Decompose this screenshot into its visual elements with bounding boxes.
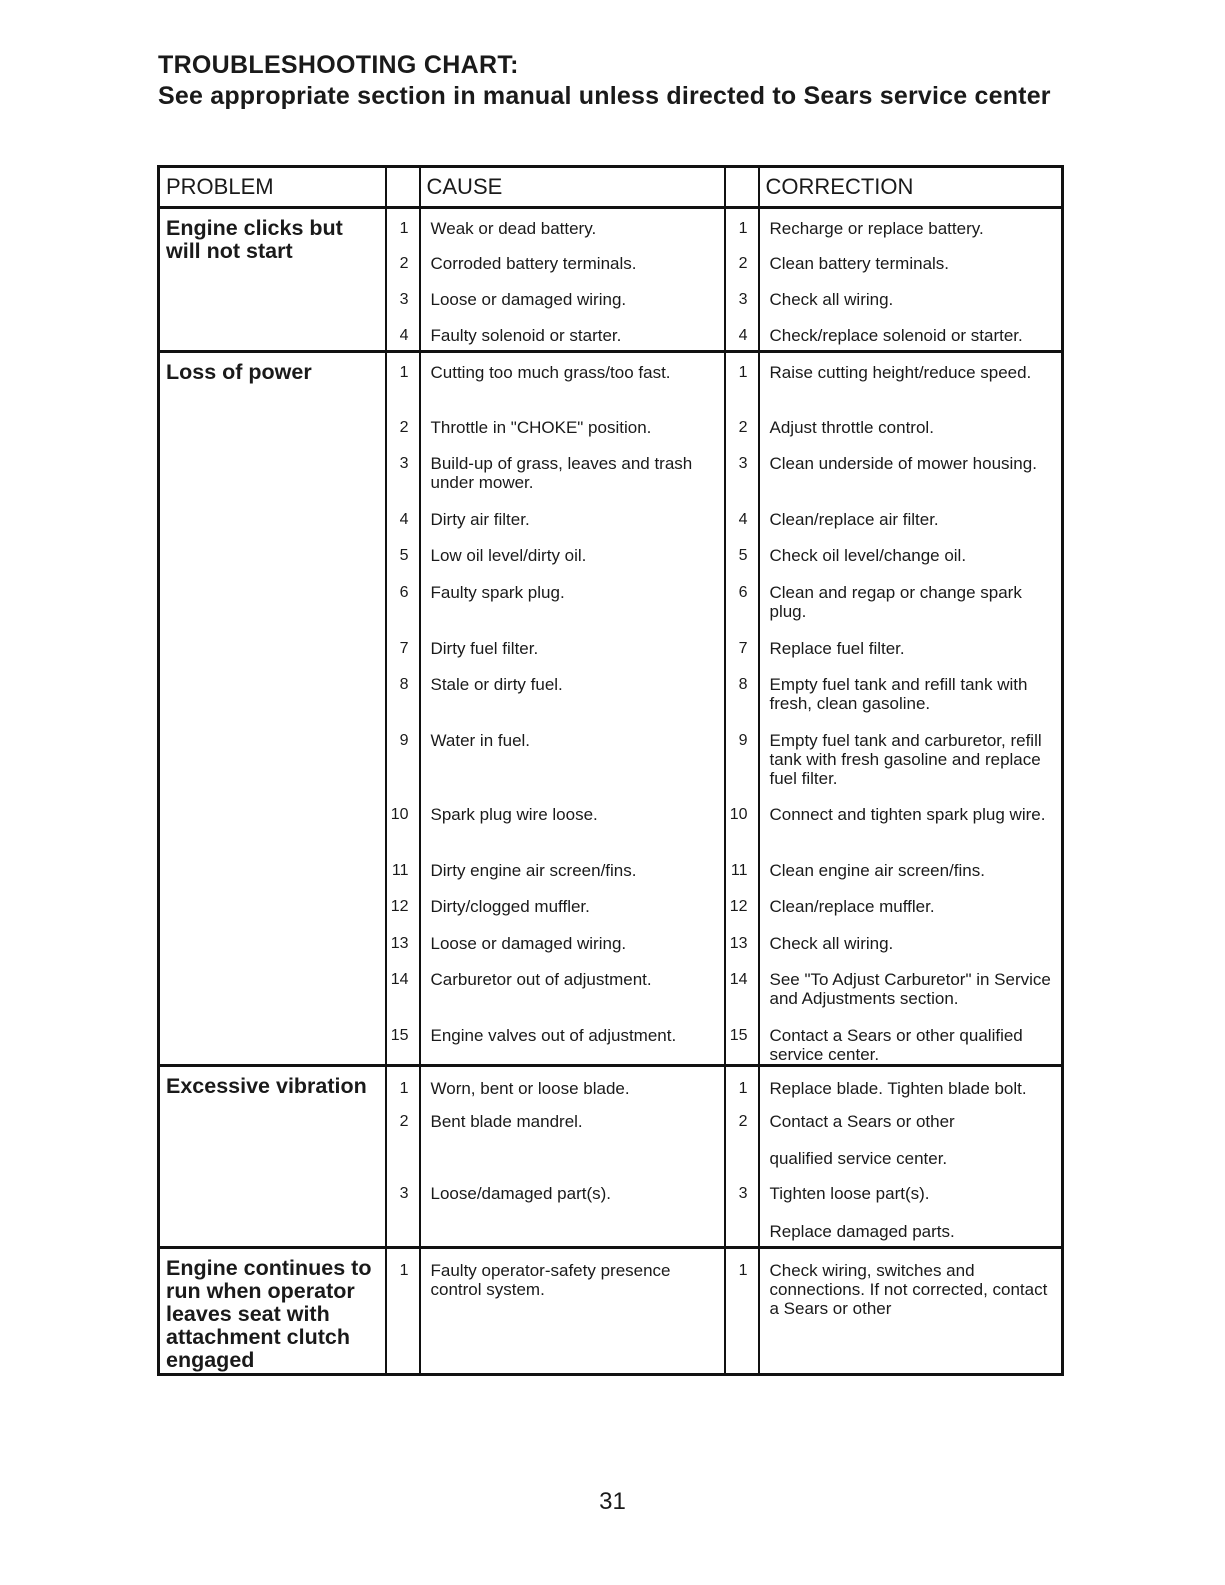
chart-subtitle: See appropriate section in manual unless directed to Sears service center: [158, 82, 1051, 110]
problem-cell: Excessive vibration: [159, 1065, 386, 1247]
correction-number-cell: [725, 316, 759, 352]
troubleshooting-table: [157, 165, 1064, 1376]
chart-heading: [158, 50, 1051, 112]
table-body: [159, 208, 1063, 1375]
cause-number-cell: [386, 1247, 420, 1374]
table-row: [159, 208, 1063, 244]
cause-text: Faulty solenoid or starter.: [430, 325, 622, 345]
cause-number: [387, 1212, 419, 1222]
cause-text-cell: [420, 1247, 725, 1374]
cause-text-cell: [420, 1016, 725, 1066]
correction-text-cell: [759, 1247, 1063, 1374]
cause-number-cell: [386, 352, 420, 408]
correction-text: Clean underside of mower housing.: [769, 453, 1037, 473]
correction-number-cell: [725, 960, 759, 1016]
cause-text-cell: [420, 573, 725, 629]
correction-text-cell: [759, 1016, 1063, 1066]
cause-text: Dirty/clogged muffler.: [430, 896, 590, 916]
cause-number-cell: [386, 444, 420, 500]
cause-text-cell: [420, 444, 725, 500]
correction-number: 1: [738, 1261, 748, 1279]
cause-text-cell: [420, 1174, 725, 1212]
correction-text: Check/replace solenoid or starter.: [769, 325, 1023, 345]
cause-text: Worn, bent or loose blade.: [430, 1078, 630, 1098]
cause-number: 10: [390, 805, 409, 823]
correction-text-cell: [759, 500, 1063, 536]
cause-number: 2: [399, 254, 409, 272]
correction-number: 14: [729, 970, 748, 988]
correction-number: 1: [738, 364, 748, 381]
correction-number-cell: [725, 665, 759, 721]
cause-text-cell: [420, 887, 725, 924]
problem-cell: Loss of power: [159, 352, 386, 1066]
header-problem: PROBLEM: [159, 167, 386, 208]
correction-text-cell: [759, 352, 1063, 408]
cause-number: 9: [399, 731, 409, 749]
correction-text-cell: [759, 316, 1063, 352]
correction-text: Replace blade. Tighten blade bolt.: [769, 1078, 1027, 1098]
correction-number-cell: [725, 536, 759, 573]
correction-text-cell: [759, 887, 1063, 924]
correction-text-cell: [759, 244, 1063, 280]
correction-text: Check all wiring.: [769, 933, 894, 953]
correction-number: [726, 1139, 758, 1149]
cause-number-cell: [386, 573, 420, 629]
cause-text-cell: [420, 536, 725, 573]
correction-text: Connect and tighten spark plug wire.: [769, 804, 1046, 824]
correction-text-cell: [759, 208, 1063, 244]
correction-number: 4: [738, 510, 748, 528]
cause-text: Spark plug wire loose.: [430, 804, 598, 824]
cause-number-cell: [386, 795, 420, 851]
correction-number-cell: [725, 1174, 759, 1212]
cause-number: 4: [399, 510, 409, 528]
correction-text: Contact a Sears or other qualified service center.: [769, 1025, 1023, 1064]
cause-text-cell: [420, 244, 725, 280]
cause-text-cell: [420, 352, 725, 408]
cause-text-cell: [420, 851, 725, 887]
correction-number: 1: [738, 220, 748, 237]
correction-number-cell: [725, 1212, 759, 1247]
cause-text: Loose or damaged wiring.: [430, 933, 627, 953]
table-row: [159, 1247, 1063, 1374]
cause-text: [421, 1139, 724, 1149]
correction-number: 1: [738, 1079, 748, 1097]
cause-text: Cutting too much grass/too fast.: [430, 363, 671, 382]
correction-text-cell: [759, 1065, 1063, 1102]
cause-number: 4: [399, 326, 409, 344]
cause-number-cell: [386, 1102, 420, 1139]
cause-number-cell: [386, 665, 420, 721]
header-cause: CAUSE: [420, 167, 725, 208]
correction-text-cell: [759, 851, 1063, 887]
cause-number-cell: [386, 1016, 420, 1066]
correction-text: See "To Adjust Carburetor" in Service and Adjustments section.: [769, 969, 1051, 1008]
correction-text-cell: [759, 280, 1063, 316]
correction-text: Adjust throttle control.: [769, 417, 934, 437]
correction-text: Clean/replace air filter.: [769, 509, 939, 529]
correction-number: 4: [738, 326, 748, 344]
correction-text: Check oil level/change oil.: [769, 545, 967, 565]
cause-number-cell: [386, 536, 420, 573]
correction-text-cell: [759, 536, 1063, 573]
cause-number-cell: [386, 316, 420, 352]
cause-number-cell: [386, 408, 420, 444]
correction-number-cell: [725, 1247, 759, 1374]
table-row: [159, 352, 1063, 408]
cause-number: 8: [399, 675, 409, 693]
cause-number: 6: [399, 583, 409, 601]
cause-number: 2: [399, 418, 409, 436]
cause-text-cell: [420, 408, 725, 444]
cause-text: Carburetor out of adjustment.: [430, 969, 652, 989]
cause-text: Build-up of grass, leaves and trash under mower.: [430, 453, 693, 492]
cause-number-cell: [386, 208, 420, 244]
cause-text: Faulty operator-safety presence control system.: [430, 1260, 671, 1299]
correction-text: Recharge or replace battery.: [769, 219, 984, 238]
correction-number-cell: [725, 629, 759, 665]
problem-cell: Engine continues to run when operator leaves seat with attachment clutch engaged: [159, 1247, 386, 1374]
header-correction: CORRECTION: [759, 167, 1063, 208]
correction-number-cell: [725, 444, 759, 500]
cause-text: Low oil level/dirty oil.: [430, 545, 587, 565]
cause-number: 7: [399, 639, 409, 657]
correction-number: [726, 1212, 758, 1222]
cause-number-cell: [386, 629, 420, 665]
cause-text: [421, 1212, 724, 1222]
correction-number-cell: [725, 1139, 759, 1174]
correction-number-cell: [725, 887, 759, 924]
correction-text: Empty fuel tank and carburetor, refill tank with fresh gasoline and replace fuel filter.: [769, 730, 1042, 788]
correction-text-cell: [759, 1174, 1063, 1212]
correction-text-cell: [759, 444, 1063, 500]
cause-text-cell: [420, 795, 725, 851]
cause-text-cell: [420, 208, 725, 244]
cause-number: 2: [399, 1113, 409, 1130]
correction-text-cell: [759, 573, 1063, 629]
correction-text: Contact a Sears or other: [769, 1112, 955, 1131]
cause-text-cell: [420, 316, 725, 352]
cause-text-cell: [420, 665, 725, 721]
correction-number-cell: [725, 352, 759, 408]
correction-number-cell: [725, 924, 759, 960]
cause-number-cell: [386, 1212, 420, 1247]
cause-number-cell: [386, 887, 420, 924]
correction-number: 3: [738, 1185, 748, 1202]
cause-text-cell: [420, 629, 725, 665]
correction-text-cell: [759, 1139, 1063, 1174]
correction-number-cell: [725, 280, 759, 316]
cause-text: Loose or damaged wiring.: [430, 289, 627, 309]
correction-number-cell: [725, 244, 759, 280]
correction-text-cell: [759, 1102, 1063, 1139]
correction-number-cell: [725, 1065, 759, 1102]
cause-number: 5: [399, 546, 409, 564]
cause-text-cell: [420, 500, 725, 536]
cause-number-cell: [386, 721, 420, 795]
correction-number: 9: [738, 731, 748, 749]
cause-text-cell: [420, 721, 725, 795]
correction-number: 15: [729, 1026, 748, 1044]
cause-number: [387, 1139, 419, 1149]
chart-title: TROUBLESHOOTING CHART:: [158, 51, 519, 79]
table-row: [159, 1065, 1063, 1102]
correction-text: Check all wiring.: [769, 289, 894, 309]
cause-text: Water in fuel.: [430, 730, 531, 750]
correction-text-cell: [759, 629, 1063, 665]
cause-number-cell: [386, 851, 420, 887]
correction-text: Check wiring, switches and connections. If not corrected, contact a Sears or other: [769, 1260, 1048, 1318]
cause-text: Stale or dirty fuel.: [430, 674, 563, 694]
correction-text: Clean battery terminals.: [769, 253, 950, 273]
cause-number: 3: [399, 454, 409, 472]
correction-number: 11: [730, 861, 748, 879]
correction-number: 5: [738, 546, 748, 564]
correction-number: 3: [738, 290, 748, 308]
cause-number: 1: [399, 364, 409, 381]
correction-number-cell: [725, 795, 759, 851]
correction-number: 2: [738, 1113, 748, 1130]
correction-text: Tighten loose part(s).: [769, 1184, 930, 1203]
cause-number-cell: [386, 280, 420, 316]
cause-text: Bent blade mandrel.: [430, 1112, 583, 1131]
correction-number: 2: [738, 254, 748, 272]
correction-number: 8: [738, 675, 748, 693]
correction-number: 3: [738, 454, 748, 472]
header-correction-number: [725, 167, 759, 208]
correction-text: Clean engine air screen/fins.: [769, 860, 985, 880]
cause-number: 3: [399, 1185, 409, 1202]
correction-text: qualified service center.: [769, 1149, 948, 1168]
correction-number-cell: [725, 208, 759, 244]
cause-number-cell: [386, 244, 420, 280]
correction-text: Raise cutting height/reduce speed.: [769, 363, 1032, 382]
correction-number-cell: [725, 573, 759, 629]
cause-text-cell: [420, 1065, 725, 1102]
cause-text-cell: [420, 1139, 725, 1174]
correction-number: 13: [729, 934, 748, 952]
correction-text-cell: [759, 1212, 1063, 1247]
cause-text-cell: [420, 280, 725, 316]
correction-text-cell: [759, 960, 1063, 1016]
cause-number-cell: [386, 500, 420, 536]
cause-number-cell: [386, 1065, 420, 1102]
correction-number: 7: [738, 639, 748, 657]
correction-text-cell: [759, 924, 1063, 960]
correction-number-cell: [725, 408, 759, 444]
correction-number-cell: [725, 1016, 759, 1066]
correction-text-cell: [759, 408, 1063, 444]
cause-text: Faulty spark plug.: [430, 582, 565, 602]
correction-number-cell: [725, 721, 759, 795]
page-number: 31: [599, 1488, 626, 1515]
cause-number: 14: [390, 970, 409, 988]
correction-number: 12: [729, 897, 748, 915]
cause-number: 12: [390, 897, 409, 915]
cause-number: 15: [390, 1026, 409, 1044]
correction-text-cell: [759, 665, 1063, 721]
cause-number: 1: [399, 220, 409, 237]
cause-text: Loose/damaged part(s).: [430, 1184, 611, 1203]
cause-number: 13: [390, 934, 409, 952]
cause-text-cell: [420, 1102, 725, 1139]
cause-number-cell: [386, 960, 420, 1016]
correction-number: 10: [729, 805, 748, 823]
cause-number: 1: [399, 1261, 409, 1279]
correction-number: 2: [738, 418, 748, 436]
problem-cell: Engine clicks but will not start: [159, 208, 386, 352]
header-cause-number: [386, 167, 420, 208]
correction-text-cell: [759, 721, 1063, 795]
cause-text-cell: [420, 924, 725, 960]
correction-number-cell: [725, 500, 759, 536]
correction-text: Replace fuel filter.: [769, 638, 905, 658]
correction-number-cell: [725, 1102, 759, 1139]
cause-text: Throttle in "CHOKE" position.: [430, 417, 652, 437]
correction-text: Clean/replace muffler.: [769, 896, 935, 916]
correction-text: Replace damaged parts.: [769, 1222, 955, 1241]
cause-number: 11: [391, 861, 409, 879]
cause-number-cell: [386, 1139, 420, 1174]
table-header-row: [159, 167, 1063, 208]
cause-text-cell: [420, 1212, 725, 1247]
cause-text: Engine valves out of adjustment.: [430, 1025, 677, 1045]
correction-text: Empty fuel tank and refill tank with fresh, clean gasoline.: [769, 674, 1028, 713]
cause-number-cell: [386, 924, 420, 960]
cause-number: 1: [399, 1079, 409, 1097]
correction-number-cell: [725, 851, 759, 887]
correction-number: 6: [738, 583, 748, 601]
correction-text: Clean and regap or change spark plug.: [769, 582, 1022, 621]
cause-text: Dirty fuel filter.: [430, 638, 539, 658]
cause-text: Weak or dead battery.: [430, 219, 597, 238]
cause-text: Dirty engine air screen/fins.: [430, 860, 637, 880]
cause-text-cell: [420, 960, 725, 1016]
correction-text-cell: [759, 795, 1063, 851]
cause-number: 3: [399, 290, 409, 308]
cause-text: Corroded battery terminals.: [430, 253, 637, 273]
cause-text: Dirty air filter.: [430, 509, 530, 529]
cause-number-cell: [386, 1174, 420, 1212]
